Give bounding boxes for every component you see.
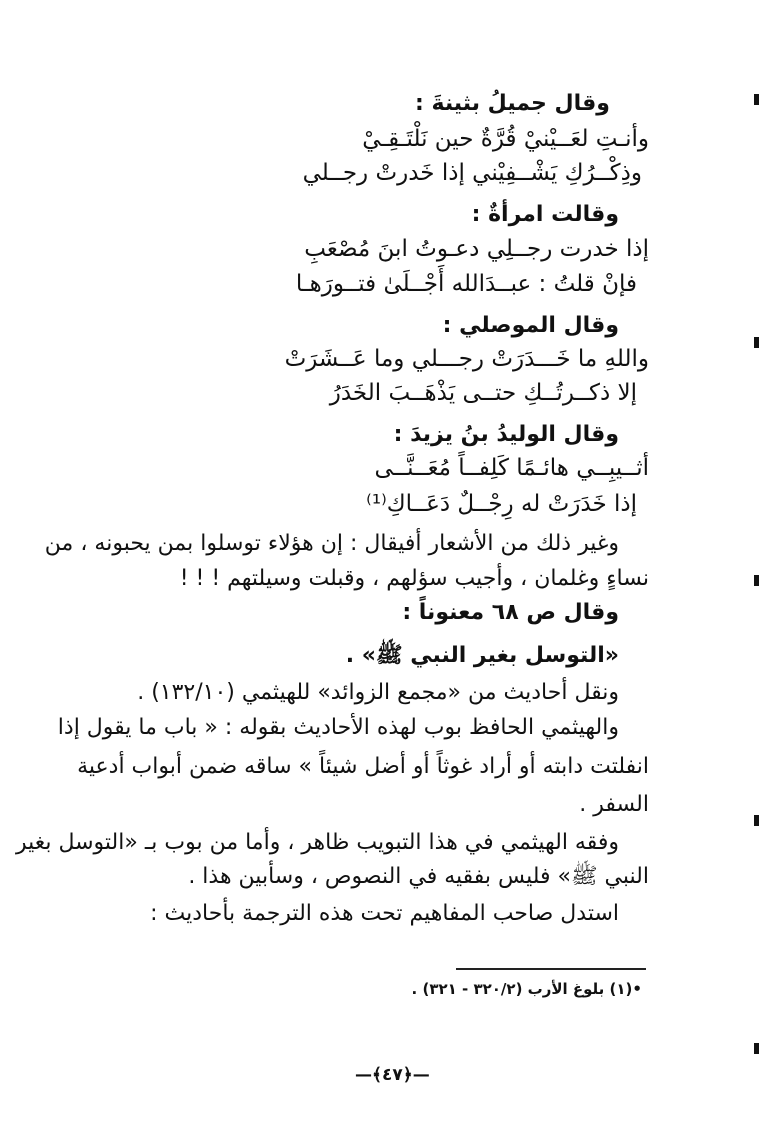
paragraph-line: انفلتت دابته أو أراد غوثاً أو أضل شيئاً » ساقه ضمن أبواب أدعية: [77, 754, 649, 779]
heading-mawsili: وقال الموصلي :: [442, 313, 619, 338]
paragraph-line: وغير ذلك من الأشعار أفيقال : إن هؤلاء توسلوا بمن يحبونه ، من: [44, 531, 619, 556]
paragraph-line: السفر .: [579, 792, 649, 817]
heading-woman: وقالت امرأةٌ :: [471, 202, 619, 227]
margin-mark: [754, 337, 759, 348]
footnote-divider: [456, 968, 646, 970]
verse-line: إذا خَدَرَتْ له رِجْــلٌ دَعَــاكِ⁽¹⁾: [366, 491, 637, 517]
verse-line: أثــيبِــي هائـمًا كَلِفــاً مُعَــنَّــى: [374, 455, 649, 481]
verse-line: إذا خدرت رجــلِي دعـوتُ ابنَ مُصْعَبِ: [304, 236, 649, 262]
verse-line: وذِكْــرُكِ يَشْــفِيْني إذا خَدرتْ رجــلي: [302, 160, 642, 186]
paragraph-line: ونقل أحاديث من «مجمع الزوائد» للهيثمي (١٣٢/١٠) .: [137, 680, 619, 705]
verse-line: إلا ذكــرتُــكِ حتــى يَذْهَــبَ الخَدَرُ: [329, 380, 637, 406]
heading-jamil: وقال جميلُ بثينةَ :: [415, 91, 610, 116]
verse-line: وأنـتِ لعَــيْنيْ قُرَّةٌ حين نَلْتَـقِـيْ: [362, 126, 649, 152]
paragraph-line: النبي ﷺ» فليس بفقيه في النصوص ، وسأبين هذا .: [188, 864, 649, 889]
page-number: —﴿٤٧﴾—: [355, 1065, 430, 1085]
paragraph-line: نساءٍ وغلمان ، وأجيب سؤلهم ، وقبلت وسيلتهم ! ! !: [179, 566, 649, 591]
footnote: •(١) بلوغ الأرب (٣٢٠/٢ - ٣٢١) .: [411, 980, 642, 998]
heading-page68: وقال ص ٦٨ معنوناً :: [402, 600, 619, 625]
margin-mark: [754, 1043, 759, 1054]
paragraph-line: استدل صاحب المفاهيم تحت هذه الترجمة بأحاديث :: [150, 901, 619, 926]
verse-line: واللهِ ما خَـــدَرَتْ رجـــلي وما عَــشَرَتْ: [284, 346, 649, 372]
margin-mark: [754, 575, 759, 586]
paragraph-line: والهيثمي الحافظ بوب لهذه الأحاديث بقوله : « باب ما يقول إذا: [57, 715, 619, 740]
paragraph-line: وفقه الهيثمي في هذا التبويب ظاهر ، وأما من بوب بـ «التوسل بغير: [15, 830, 619, 855]
margin-mark: [754, 94, 759, 105]
margin-mark: [754, 815, 759, 826]
quoted-title: «التوسل بغير النبي ﷺ» .: [345, 643, 619, 668]
heading-walid: وقال الوليدُ بنُ يزيدَ :: [393, 422, 619, 447]
verse-line: فإنْ قلتُ : عبــدَالله أَجْــلَىٰ فتــورَهـا: [295, 271, 637, 297]
